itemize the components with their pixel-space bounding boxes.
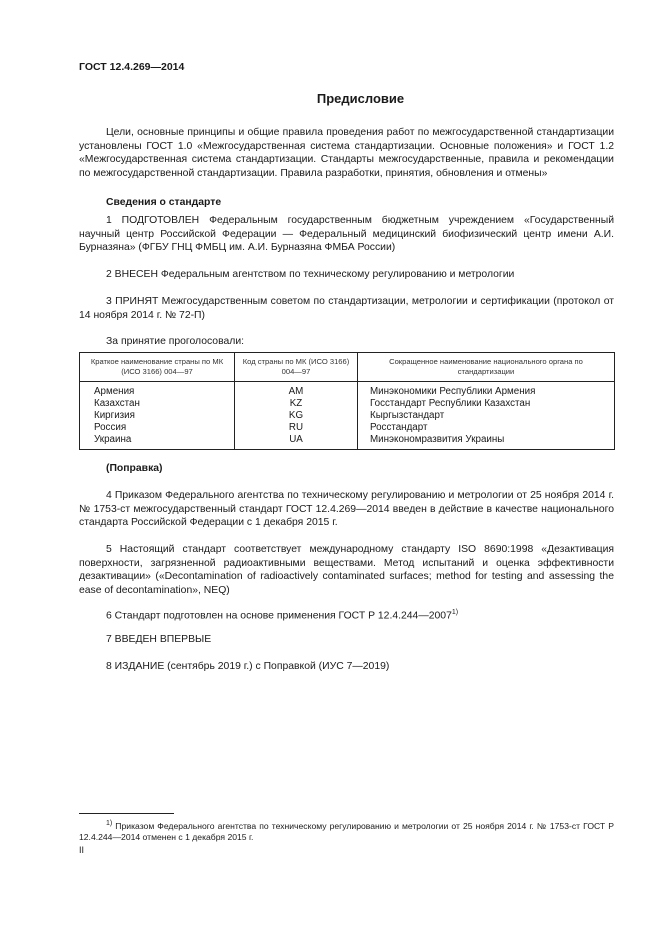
country-name: Россия xyxy=(80,422,235,434)
item-5: 5 Настоящий стандарт соответствует международному стандарту ISO 8690:1998 «Дезактивация поверхности, загрязненной радиоактивными веществами. Метод испытаний и оценка эффективности дезактивации» («Decontamination of radioactively contaminated surfaces; method for testing and assessing the ease of decontamination», NEQ) xyxy=(79,544,614,596)
country-code: AM xyxy=(235,382,358,399)
country-code: KZ xyxy=(235,398,358,410)
footnote-mark: 1) xyxy=(106,820,113,827)
standards-body: Минэкономики Республики Армения xyxy=(370,386,536,397)
item-4: 4 Приказом Федерального агентства по техническому регулированию и метрологии от 25 ноября 2014 г. № 1753-ст межгосударственный стандарт ГОСТ 12.4.269—2014 введен в действие в качестве национального стандарта Российской Федерации с 1 декабря 2015 г. xyxy=(79,490,614,529)
country-name: Казахстан xyxy=(80,398,235,410)
footnote xyxy=(79,818,614,844)
standards-body: Кыргызстандарт xyxy=(370,410,445,421)
table-row xyxy=(80,422,615,434)
country-name: Украина xyxy=(80,434,235,450)
section-heading: Сведения о стандарте xyxy=(106,197,222,208)
item-7: 7 ВВЕДЕН ВПЕРВЫЕ xyxy=(106,634,212,645)
footnote-text: Приказом Федерального агентства по техническому регулированию и метрологии от 25 ноября 2014 г. № 1753-ст ГОСТ Р 12.4.244—2014 отменен с 1 декабря 2015 г. xyxy=(79,820,614,843)
standards-body: Росстандарт xyxy=(370,422,428,433)
country-code: KG xyxy=(235,410,358,422)
footnote-reference: 1) xyxy=(451,609,459,616)
item-6 xyxy=(79,606,614,623)
country-name: Армения xyxy=(80,382,235,399)
standards-body: Госстандарт Республики Казахстан xyxy=(370,398,531,409)
table-header-row xyxy=(80,353,615,382)
standards-body: Минэкономразвития Украины xyxy=(370,434,505,445)
page-title: Предисловие xyxy=(316,91,405,106)
table-row xyxy=(80,382,615,399)
amendment-label: (Поправка) xyxy=(106,463,163,474)
country-code: RU xyxy=(235,422,358,434)
table-row xyxy=(80,398,615,410)
country-name: Киргизия xyxy=(80,410,235,422)
table-header-code: Код страны по МК (ИСО 3166) 004—97 xyxy=(235,353,358,382)
item-8: 8 ИЗДАНИЕ (сентябрь 2019 г.) с Поправкой (ИУС 7—2019) xyxy=(106,661,390,672)
item-2: 2 ВНЕСЕН Федеральным агентством по техническому регулированию и метрологии xyxy=(106,269,515,280)
voted-label: За принятие проголосовали: xyxy=(106,336,245,347)
intro-paragraph: Цели, основные принципы и общие правила проведения работ по межгосударственной стандартизации установлены ГОСТ 1.0 «Межгосударственная система стандартизации. Основные положения» и ГОСТ 1.2 «Межгосударственная система стандартизации. Стандарты межгосударственные, правила и рекомендации по межгосударственной стандартизации. Правила разработки, принятия, обновления и отмены» xyxy=(79,127,614,179)
item-1: 1 ПОДГОТОВЛЕН Федеральным государственным бюджетным учреждением «Государственный научный центр Российской Федерации — Федеральный медицинский биофизический центр имени А.И. Бурназяна» (ФГБУ ГНЦ ФМБЦ им. А.И. Бурназяна ФМБА России) xyxy=(79,215,614,254)
table-row xyxy=(80,410,615,422)
table-header-country: Краткое наименование страны по МК (ИСО 3166) 004—97 xyxy=(80,353,235,382)
table-row xyxy=(80,434,615,450)
footnote-separator xyxy=(79,813,174,814)
item-6-text: 6 Стандарт подготовлен на основе применения ГОСТ Р 12.4.244—2007 xyxy=(106,610,452,622)
country-code: UA xyxy=(235,434,358,450)
page-number: II xyxy=(79,845,85,855)
countries-table xyxy=(79,352,615,450)
table-header-body: Сокращенное наименование национального органа по стандартизации xyxy=(358,353,615,382)
document-header: ГОСТ 12.4.269—2014 xyxy=(79,61,185,73)
item-3: 3 ПРИНЯТ Межгосударственным советом по стандартизации, метрологии и сертификации (протокол от 14 ноября 2014 г. № 72-П) xyxy=(79,296,614,321)
